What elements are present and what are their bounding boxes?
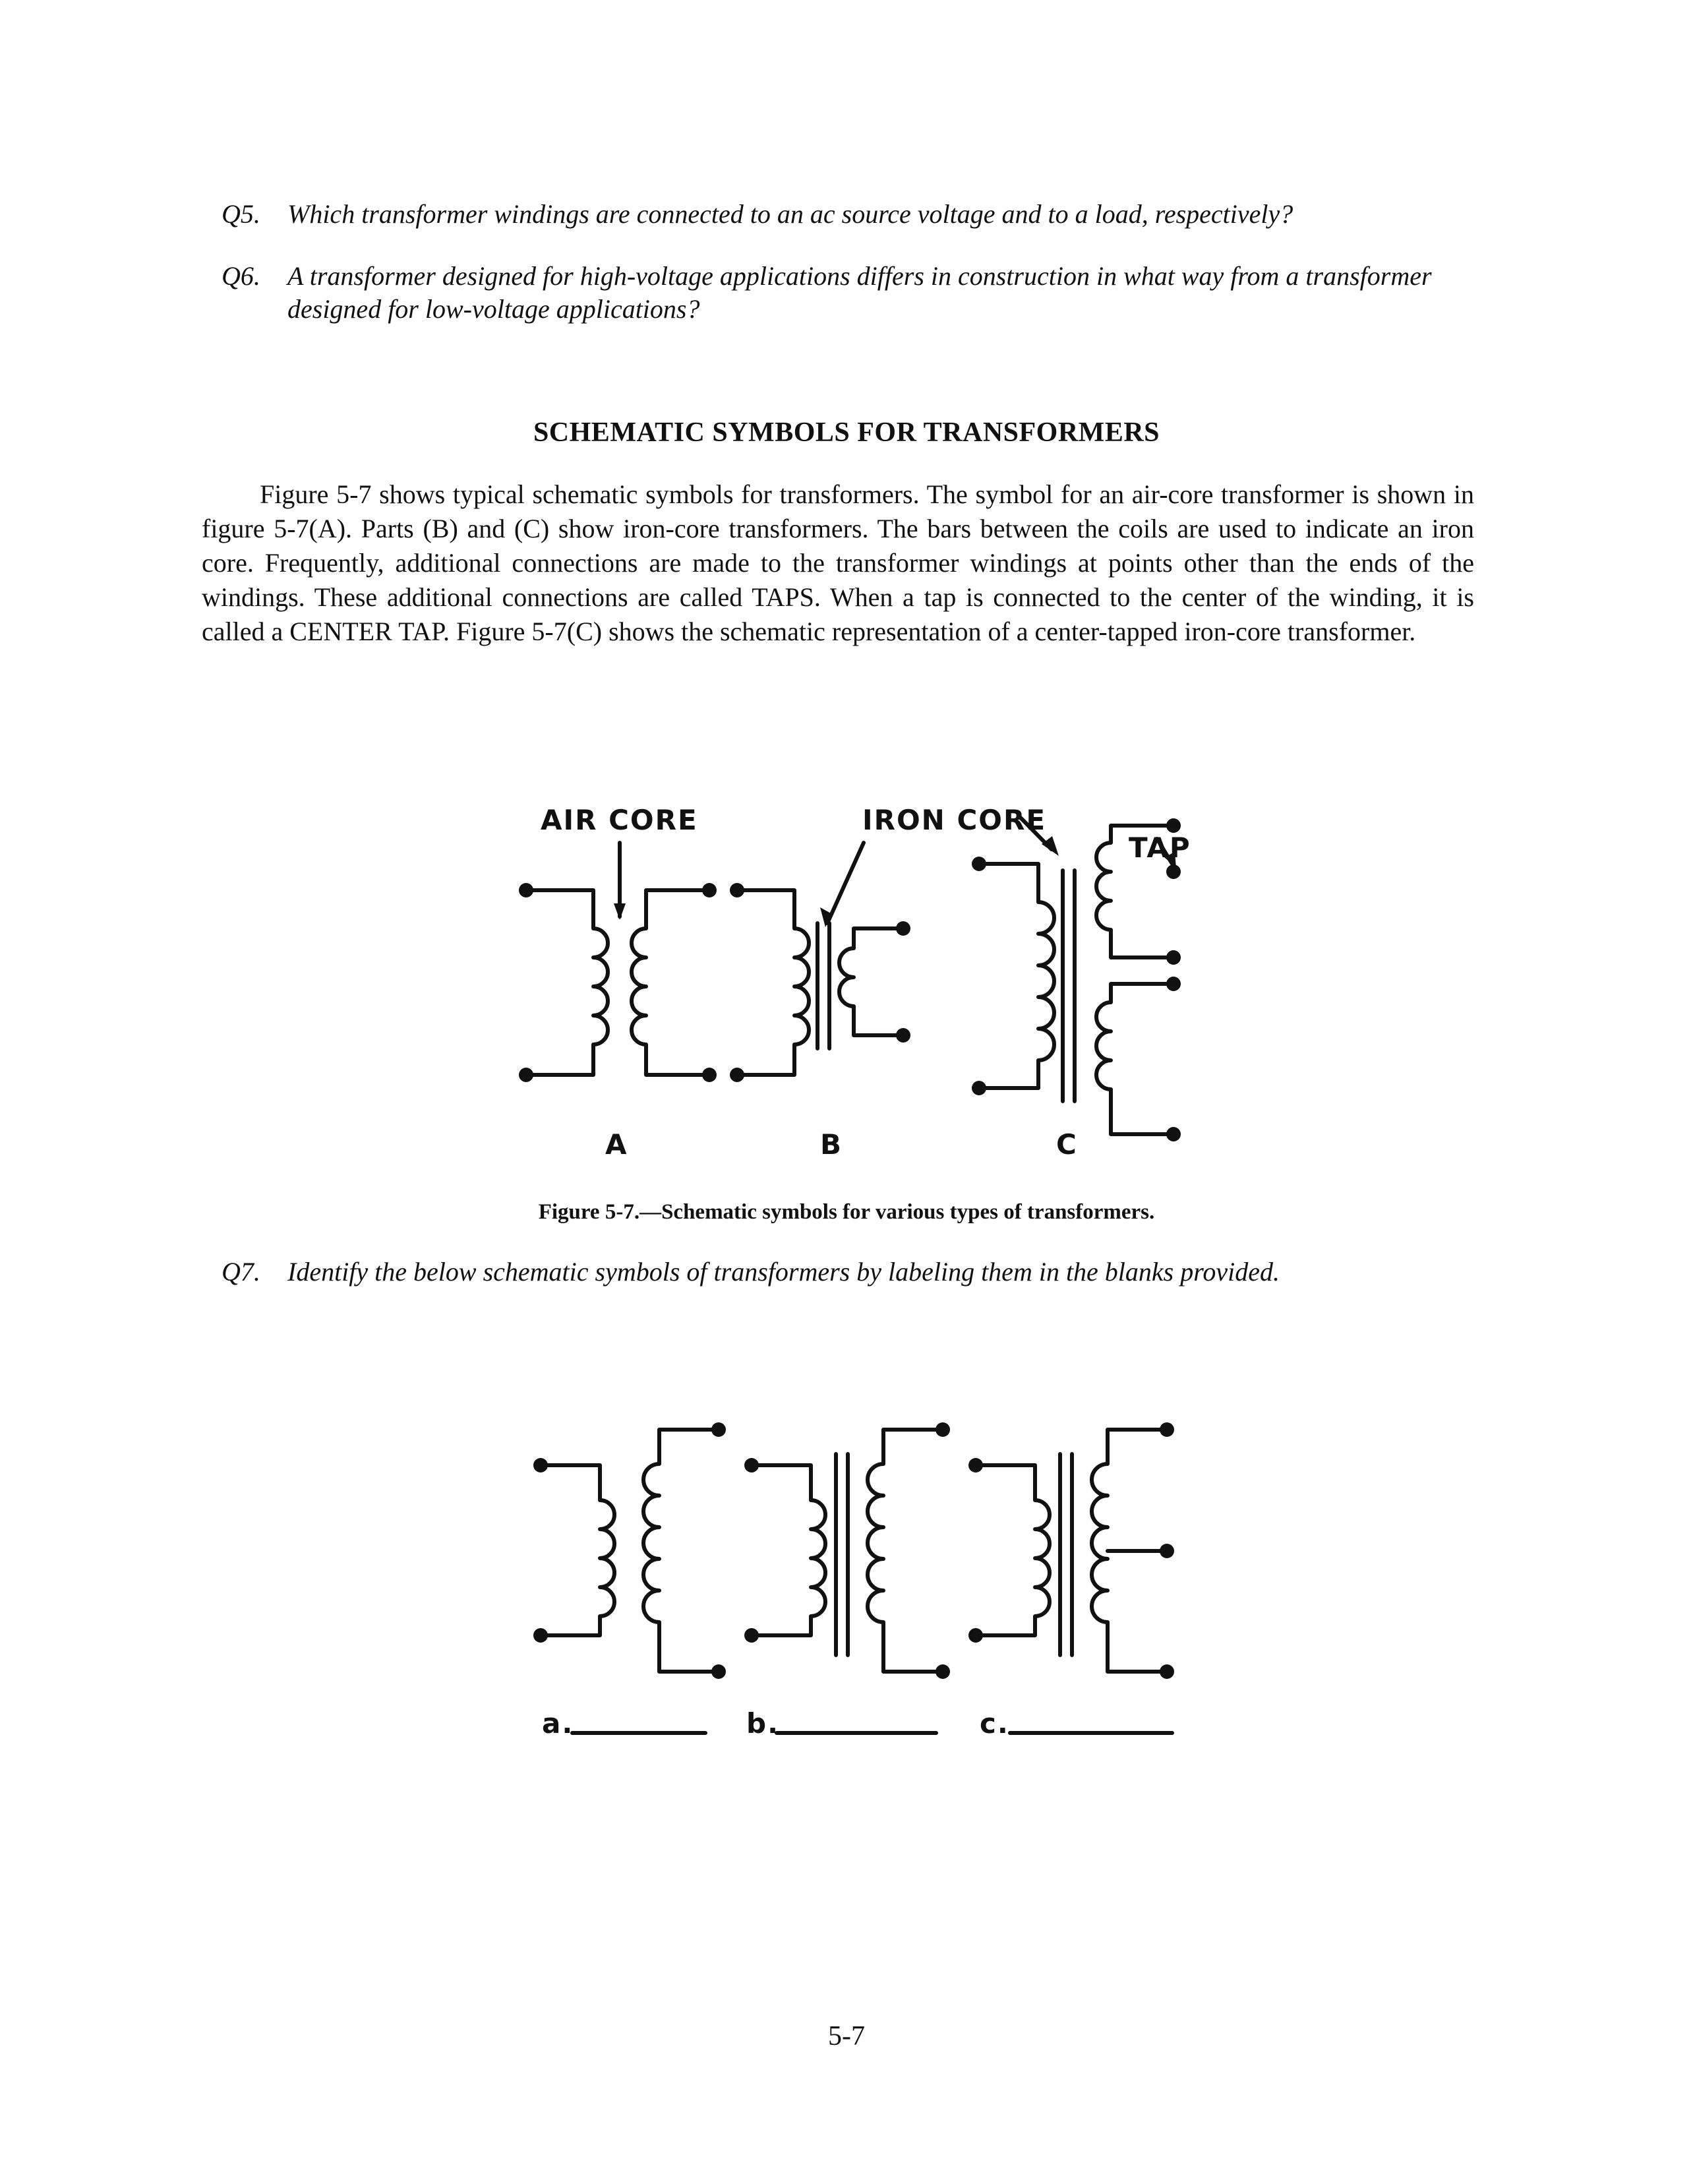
exercise-label-b: b. (746, 1707, 780, 1740)
transformer-c-secondary-lower (1096, 984, 1173, 1134)
exercise-b-core (836, 1454, 848, 1655)
exercise-c-core (1060, 1454, 1072, 1655)
iron-core-label: IRON CORE (862, 804, 1047, 836)
question-6-number: Q6. (222, 261, 260, 291)
question-7-number: Q7. (222, 1257, 260, 1287)
section-heading: SCHEMATIC SYMBOLS FOR TRANSFORMERS (533, 417, 1160, 448)
label-a: A (605, 1128, 628, 1161)
page-number: 5-7 (828, 2021, 865, 2051)
transformer-c-primary (979, 864, 1054, 1088)
question-5 (222, 198, 1494, 231)
question-5-text: Which transformer windings are connected to an ac source voltage and to a load, respectively? (287, 199, 1293, 229)
exercise-b-secondary (868, 1430, 943, 1672)
air-core-arrowhead (614, 903, 626, 920)
air-core-label: AIR CORE (541, 804, 698, 836)
figure-5-7 (488, 791, 1226, 1174)
transformer-b-core (817, 923, 829, 1048)
exercise-a-secondary (643, 1430, 719, 1672)
label-b: B (820, 1128, 843, 1161)
transformer-a-primary (526, 890, 608, 1075)
tap-label: TAP (1129, 832, 1191, 864)
figure-caption: Figure 5-7.—Schematic symbols for various types of transformers. (538, 1200, 1155, 1224)
exercise-b-primary (752, 1465, 825, 1635)
question-7 (222, 1256, 1494, 1289)
section-paragraph: Figure 5-7 shows typical schematic symbols for transformers. The symbol for an air-core transformer is shown in figure 5-7(A). Parts (B) and (C) show iron-core transformers. The bars between the coils are used to indicate an iron core. Frequently, additional connections are made to the transformer windings at points other than the ends of the windings. These additional connections are called TAPS. When a tap is connected to the center of the winding, it is called a CENTER TAP. Figure 5-7(C) shows the schematic representation of a center-tapped iron-core transformer. (202, 479, 1474, 646)
label-c: C (1056, 1128, 1078, 1161)
question-6-text: A transformer designed for high-voltage applications differs in construction in what way from a transformer designed for low-voltage applications? (287, 261, 1432, 324)
transformer-a-secondary (632, 890, 709, 1075)
exercise-label-a: a. (542, 1707, 574, 1740)
iron-core-arrow (827, 843, 864, 923)
exercise-c-primary (976, 1465, 1050, 1635)
exercise-figure (501, 1372, 1200, 1754)
transformer-b-secondary (839, 928, 903, 1035)
transformer-c-core (1063, 870, 1075, 1101)
exercise-c-secondary (1092, 1430, 1167, 1672)
question-6 (222, 260, 1494, 326)
transformer-b-primary (737, 890, 809, 1075)
exercise-label-c: c. (980, 1707, 1009, 1740)
exercise-a-primary (541, 1465, 614, 1635)
question-7-text: Identify the below schematic symbols of transformers by labeling them in the blanks provided. (287, 1257, 1280, 1287)
question-5-number: Q5. (222, 199, 260, 229)
